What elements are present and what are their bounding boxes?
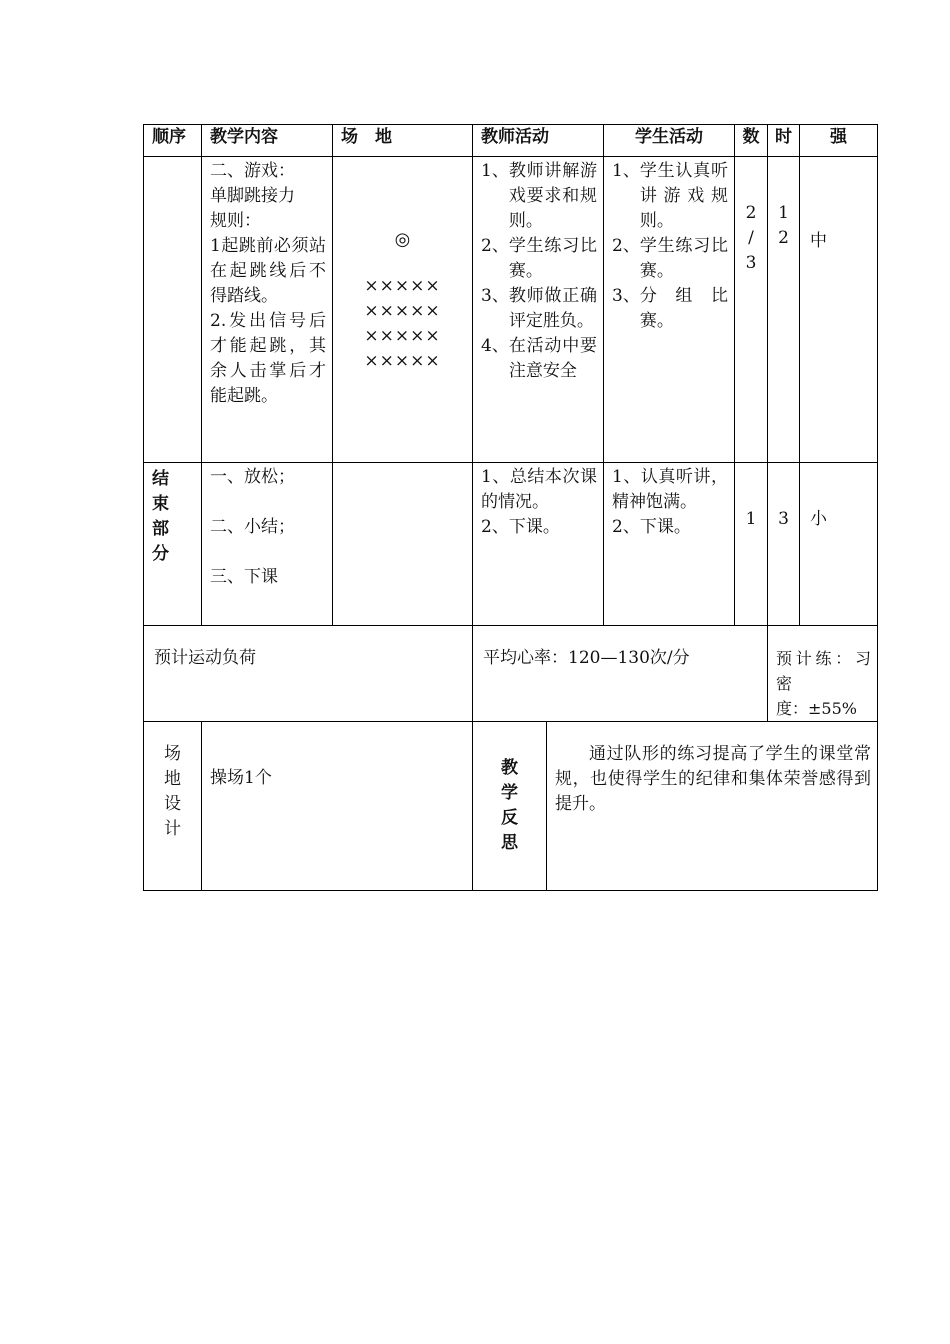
end-count-cell (735, 463, 768, 626)
student-formation-row: ××××× (364, 326, 441, 346)
design-row (144, 722, 878, 891)
game-row (144, 157, 878, 463)
density-line: 预计练：习密 (776, 649, 871, 693)
teacher-position-icon: ◎ (394, 229, 411, 250)
teacher-item: 4、 在活动中要注意安全 (481, 336, 597, 381)
student-item: 3、 分 组 比赛。 (612, 286, 728, 331)
student-item: 2、 学生练习比赛。 (612, 236, 728, 281)
student-formation-row: ××××× (364, 276, 441, 296)
teacher-item: 2、 学生练习比赛。 (481, 236, 597, 281)
game-count: 2 / 3 (745, 203, 757, 273)
teacher-item: 3、 教师做正确评定胜负。 (481, 286, 597, 331)
end-teacher-line: 2、下课。 (481, 517, 560, 537)
field-diagram (333, 157, 472, 374)
game-time-cell (768, 157, 800, 463)
student-item: 1、 学生认真听讲游戏规则。 (612, 161, 728, 231)
heart-rate-cell (473, 626, 768, 722)
header-student-activity: 学生活动 (604, 125, 735, 157)
end-intensity: 小 (810, 509, 827, 529)
design-label: 场 地 设 计 (164, 744, 181, 839)
game-rule-2: 2.发出信号后才能起跳，其余人击掌后才能起跳。 (210, 311, 326, 406)
student-formation-row: ××××× (364, 301, 441, 321)
end-teacher-line: 1、总结本次课的情况。 (481, 467, 597, 512)
student-formation-row: ××××× (364, 351, 441, 371)
teacher-item: 1、 教师讲解游戏要求和规则。 (481, 161, 597, 231)
end-content-line: 一、放松； (210, 467, 295, 487)
game-content-cell (202, 157, 333, 463)
end-section-label: 结 束 部 分 (152, 469, 169, 564)
design-venue: 操场1个 (210, 768, 272, 788)
heart-rate: 平均心率：120—130次/分 (483, 648, 690, 668)
lesson-plan-table (143, 124, 878, 891)
end-content-line: 二、小结； (210, 517, 295, 537)
header-count: 数 (735, 125, 768, 157)
game-student-cell (604, 157, 735, 463)
header-venue: 场 地 (333, 125, 473, 157)
end-time-cell (768, 463, 800, 626)
reflection-label-cell (473, 722, 547, 891)
game-venue-cell (333, 157, 473, 463)
header-intensity: 强 (800, 125, 878, 157)
load-label: 预计运动负荷 (154, 648, 256, 668)
reflection-label: 教 学 反 思 (501, 758, 518, 853)
end-venue-cell (333, 463, 473, 626)
header-content: 教学内容 (202, 125, 333, 157)
game-teacher-cell (473, 157, 604, 463)
game-content-line: 二、游戏： (210, 161, 295, 181)
reflection-text-cell (547, 722, 878, 891)
game-time: 1 2 (778, 203, 789, 248)
density-cell (768, 626, 878, 722)
end-content-line (210, 490, 326, 515)
header-teacher-activity: 教师活动 (473, 125, 604, 157)
end-student-line: 1、认真听讲，精神饱满。 (612, 467, 728, 512)
load-row (144, 626, 878, 722)
header-order: 顺序 (144, 125, 202, 157)
design-label-cell (144, 722, 202, 891)
game-content-line: 规则： (210, 211, 261, 231)
end-time: 3 (778, 509, 789, 529)
end-content-line: 三、下课 (210, 567, 278, 587)
design-venue-cell (202, 722, 473, 891)
game-intensity: 中 (810, 231, 827, 251)
end-section-row (144, 463, 878, 626)
header-row (144, 125, 878, 157)
header-time: 时 (768, 125, 800, 157)
end-student-cell (604, 463, 735, 626)
load-label-cell (144, 626, 473, 722)
end-content-line (210, 540, 326, 565)
density-line: 度：±55% (776, 699, 857, 718)
reflection-text: 通过队形的练习提高了学生的课堂常规，也使得学生的纪律和集体荣誉感得到提升。 (555, 744, 871, 814)
end-intensity-cell (800, 463, 878, 626)
end-teacher-cell (473, 463, 604, 626)
end-label-cell (144, 463, 202, 626)
end-content-cell (202, 463, 333, 626)
game-intensity-cell (800, 157, 878, 463)
end-student-line: 2、下课。 (612, 517, 691, 537)
game-count-cell (735, 157, 768, 463)
density (768, 626, 877, 721)
game-rule-1: 1起跳前必须站在起跳线后不得踏线。 (210, 236, 326, 306)
game-content-line: 单脚跳接力 (210, 186, 295, 206)
game-order-cell (144, 157, 202, 463)
end-count: 1 (745, 509, 757, 529)
